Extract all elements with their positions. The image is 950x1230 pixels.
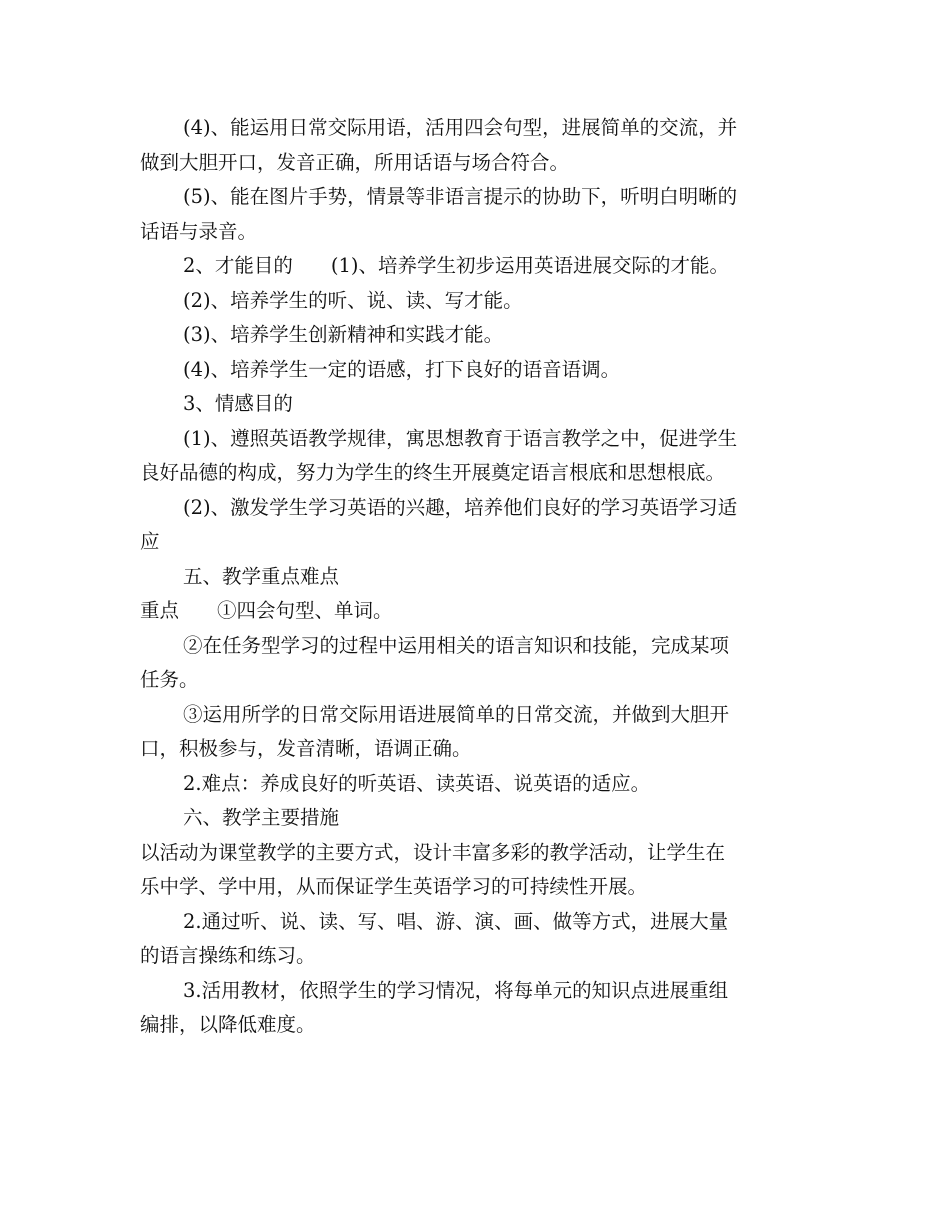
paragraph-line: 应 xyxy=(140,530,160,553)
paragraph-line: 2.难点：养成良好的听英语、读英语、说英语的适应。 xyxy=(183,771,651,795)
paragraph-line: ②在任务型学习的过程中运用相关的语言知识和技能，完成某项 xyxy=(183,633,730,657)
paragraph-line: 乐中学、学中用，从而保证学生英语学习的可持续性开展。 xyxy=(140,875,648,898)
key-points-line xyxy=(140,594,820,629)
paragraph-line: ③运用所学的日常交际用语进展简单的日常交流，并做到大胆开 xyxy=(183,702,730,726)
paragraph-line: (2)、培养学生的听、说、读、写才能。 xyxy=(183,288,523,312)
paragraph-line: (4)、培养学生一定的语感，打下良好的语音语调。 xyxy=(183,357,621,381)
paragraph-line: 以活动为课堂教学的主要方式，设计丰富多彩的教学活动，让学生在 xyxy=(140,840,726,864)
paragraph-line: 良好品德的构成，努力为学生的终生开展奠定语言根底和思想根底。 xyxy=(140,461,726,484)
paragraph-line: (2)、激发学生学习英语的兴趣，培养他们良好的学习英语学习适 xyxy=(183,495,738,519)
paragraph-line: 话语与录音。 xyxy=(140,219,258,243)
paragraph-line: 口，积极参与，发音清晰，语调正确。 xyxy=(140,737,472,760)
paragraph-line: (1)、培养学生初步运用英语进展交际的才能。 xyxy=(330,254,730,277)
paragraph-line: 的语言操练和练习。 xyxy=(140,944,316,967)
section-heading-key-points: 五、教学重点难点 xyxy=(183,564,340,588)
paragraph-line: 编排，以降低难度。 xyxy=(140,1013,316,1036)
paragraph-line: 做到大胆开口，发音正确，所用话语与场合符合。 xyxy=(140,150,570,174)
paragraph-line: 2.通过听、说、读、写、唱、游、演、画、做等方式，进展大量 xyxy=(183,909,729,933)
paragraph-line: 3.活用教材，依照学生的学习情况，将每单元的知识点进展重组 xyxy=(183,978,729,1002)
paragraph-line: ①四会句型、单词。 xyxy=(217,599,393,622)
paragraph-line: 任务。 xyxy=(140,668,199,691)
paragraph-line: (1)、遵照英语教学规律，寓思想教育于语言教学之中，促进学生 xyxy=(183,426,738,450)
paragraph-line: (5)、能在图片手势，情景等非语言提示的协助下，听明白明晰的 xyxy=(183,185,738,208)
document-body xyxy=(140,111,820,1043)
heading-label: 2、才能目的 xyxy=(183,254,293,277)
paragraph-line: (4)、能运用日常交际用语，活用四会句型，进展简单的交流，并 xyxy=(183,116,738,139)
key-points-label: 重点 xyxy=(140,599,180,622)
paragraph-line: (3)、培养学生创新精神和实践才能。 xyxy=(183,323,504,346)
section-heading-measures: 六、教学主要措施 xyxy=(183,806,340,829)
section-heading-ability-goals xyxy=(140,249,820,284)
section-heading-emotion-goals: 3、情感目的 xyxy=(183,392,293,415)
